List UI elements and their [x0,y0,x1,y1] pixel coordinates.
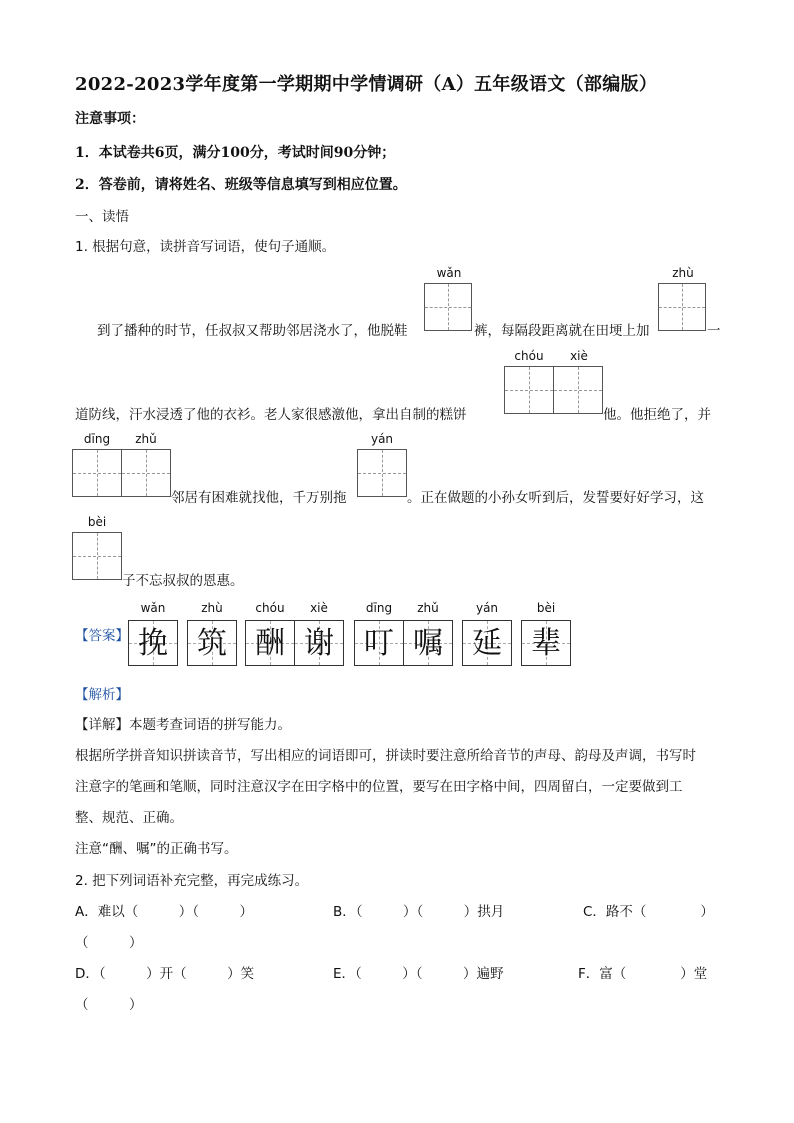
answer-char: 延 [472,626,502,661]
answer-grid-5 [354,620,404,666]
pinyin-wan: wǎn [436,266,462,280]
answer-grid-4 [294,620,344,666]
writing-grid-zhu[interactable] [658,283,706,331]
option-f-continued: （ ） [75,997,143,1013]
answer-grid-2 [187,620,237,666]
passage-line-1b: 裤，每隔段距离就在田埂上加 [474,323,650,339]
answer-pinyin-6: zhǔ [417,601,439,615]
writing-grid-yan[interactable] [357,449,407,497]
analysis-paragraph-1b: 注意字的笔画和笔顺，同时注意汉字在田字格中的位置，要写在田字格中间，四周留白，一定要做到工 [75,779,683,795]
answer-grid-6 [403,620,453,666]
passage-line-4: 子不忘叔叔的恩惠。 [122,573,244,589]
answer-char: 挽 [138,626,168,661]
question-1-prompt: 1. 根据句意，读拼音写词语，使句子通顺。 [75,239,336,255]
answer-char: 辈 [531,626,561,661]
question-2-prompt: 2. 把下列词语补充完整，再完成练习。 [75,873,309,889]
writing-grid-xie[interactable] [553,366,603,414]
pinyin-zhu3: zhǔ [135,432,157,446]
passage-line-2b: 他。他拒绝了，并 [603,407,711,423]
answer-grid-3 [245,620,295,666]
notice-item-1: 1．本试卷共6页，满分100分，考试时间90分钟； [75,145,396,161]
answer-pinyin-2: zhù [201,601,223,615]
pinyin-xie: xiè [570,349,588,363]
answer-pinyin-7: yán [475,601,499,615]
answer-char: 筑 [197,626,227,661]
section-heading: 一、读悟 [75,209,129,225]
option-d: D．（ ）开（ ）笑 [75,966,255,982]
pinyin-yan: yán [370,432,394,446]
passage-line-1c: 一 [707,323,721,339]
answer-char: 叮 [364,626,394,661]
option-a: A．难以（ ）（ ） [75,904,253,920]
passage-line-3b: 。正在做题的小孙女听到后，发誓要好好学习，这 [407,490,704,506]
passage-line-1a: 到了播种的时节，任叔叔又帮助邻居浇水了，他脱鞋 [97,323,408,339]
answer-pinyin-8: bèi [536,601,556,615]
notice-item-2: 2．答卷前，请将姓名、班级等信息填写到相应位置。 [75,177,407,193]
analysis-detail: 【详解】本题考查词语的拼写能力。 [75,717,291,733]
writing-grid-zhu3[interactable] [121,449,171,497]
option-c-continued: （ ） [75,935,143,951]
passage-line-3a: 邻居有困难就找他，千万别拖 [171,490,347,506]
option-f: F．富（ ）堂 [578,966,708,982]
notice-heading: 注意事项： [75,111,145,127]
option-e: E．（ ）（ ）遍野 [333,966,504,982]
pinyin-bei: bèi [87,515,107,529]
answer-grid-7 [462,620,512,666]
analysis-paragraph-1c: 整、规范、正确。 [75,810,183,826]
answer-grid-8 [521,620,571,666]
answer-pinyin-5: dīng [365,601,393,615]
answer-label: 【答案】 [75,628,129,644]
writing-grid-wan[interactable] [424,283,472,331]
option-b: B．（ ）（ ）拱月 [333,904,505,920]
writing-grid-chou[interactable] [504,366,554,414]
option-c: C．路不（ ） [583,904,714,920]
analysis-label: 【解析】 [75,687,129,703]
pinyin-ding: dīng [83,432,111,446]
answer-char: 嘱 [413,626,443,661]
pinyin-chou: chóu [514,349,544,363]
answer-pinyin-4: xiè [310,601,328,615]
page-title: 2022-2023学年度第一学期期中学情调研（A）五年级语文（部编版） [75,74,658,95]
analysis-paragraph-2: 注意“酬、嘱”的正确书写。 [75,841,238,857]
answer-char: 谢 [304,626,334,661]
answer-grid-1 [128,620,178,666]
passage-line-2a: 道防线，汗水浸透了他的衣衫。老人家很感激他，拿出自制的糕饼 [75,407,467,423]
pinyin-zhu: zhù [672,266,694,280]
analysis-paragraph-1a: 根据所学拼音知识拼读音节，写出相应的词语即可，拼读时要注意所给音节的声母、韵母及声调，书写时 [75,748,696,764]
answer-pinyin-1: wǎn [140,601,166,615]
writing-grid-bei[interactable] [72,532,122,580]
writing-grid-ding[interactable] [72,449,122,497]
answer-char: 酬 [255,626,285,661]
answer-pinyin-3: chóu [255,601,285,615]
